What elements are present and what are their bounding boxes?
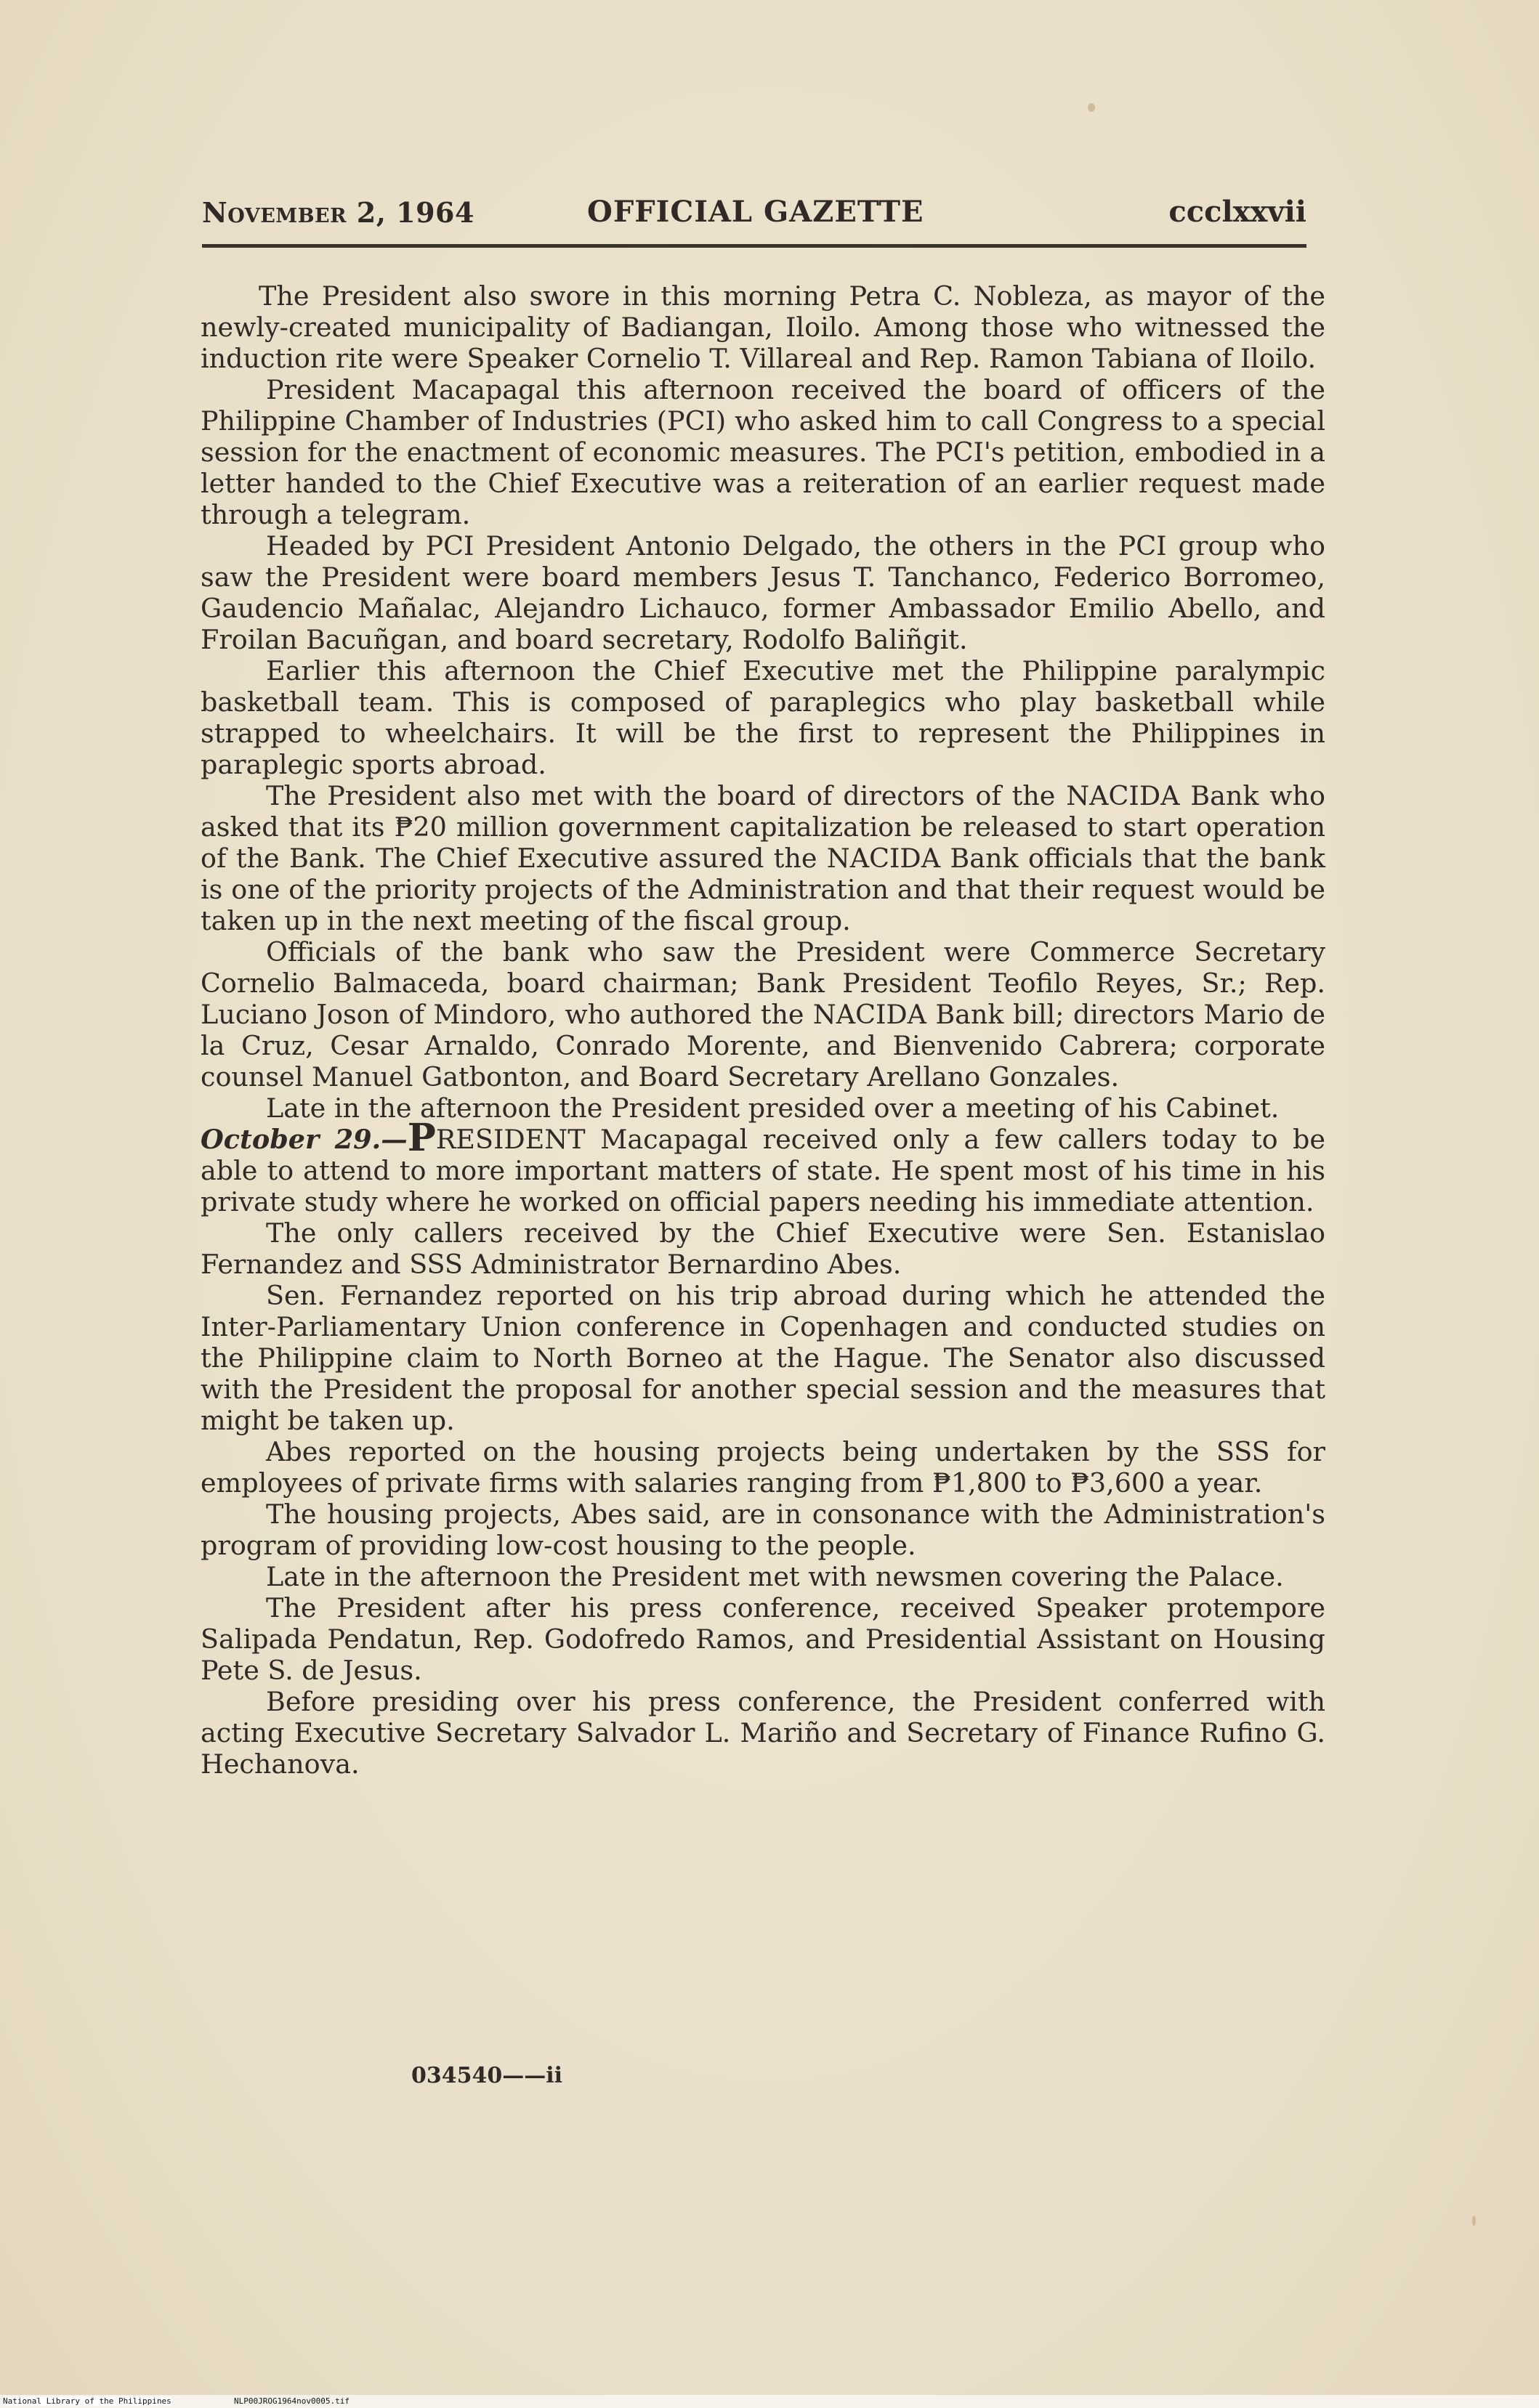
article-body [201, 280, 1325, 1780]
paragraph: The housing projects, Abes said, are in consonance with the Administration's program of providing low-cost housing to the people. [201, 1499, 1325, 1561]
paragraph: Late in the afternoon the President presided over a meeting of his Cabinet. [266, 1092, 1280, 1124]
paper-speck [1088, 103, 1095, 112]
paragraph: Officials of the bank who saw the President were Commerce Secretary Cornelio Balmaceda, board chairman; Bank President Teofilo Reyes, Sr.; Rep. Luciano Joson of Mindoro, who authored the NACIDA Bank bill; directors Mario de la Cruz, Cesar Arnaldo, Conrado Morente, and Bienvenido Cabrera; corporate counsel Manuel Gatbonton, and Board Secretary Arellano Gonzales. [201, 936, 1325, 1092]
paragraph: The President also swore in this morning Petra C. Nobleza, as mayor of the newly-created municipality of Badiangan, Iloilo. Among those who witnessed the induction rite were Speaker Cornelio T. Villareal and Rep. Ramon Tabiana of Iloilo. [201, 280, 1325, 374]
paragraph: The President also met with the board of directors of the NACIDA Bank who asked that its ₱20 million government capitalization be released to start operation of the Bank. The Chief Executive assured the NACIDA Bank officials that the bank is one of the priority projects of the Administration and that their request would be taken up in the next meeting of the fiscal group. [201, 780, 1325, 936]
dateline-paragraph [201, 1116, 1325, 1217]
paragraph: Headed by PCI President Antonio Delgado, the others in the PCI group who saw the President were board members Jesus T. Tanchanco, Federico Borromeo, Gaudencio Mañalac, Alejandro Lichauco, former Ambassador Emilio Abello, and Froilan Bacuñgan, and board secretary, Rodolfo Baliñgit. [201, 530, 1325, 655]
paragraph: Before presiding over his press conference, the President conferred with acting Executive Secretary Salvador L. Mariño and Secretary of Finance Rufino G. Hechanova. [201, 1686, 1325, 1780]
footer-filename: NLP00JROG1964nov0005.tif [234, 2396, 350, 2406]
paragraph: Late in the afternoon the President met with newsmen covering the Palace. [266, 1561, 1284, 1592]
drop-cap: P [407, 1116, 436, 1160]
header-title: OFFICIAL GAZETTE [587, 195, 924, 229]
print-signature: 034540——ii [411, 2063, 563, 2088]
dateline-text: RESIDENT Macapagal received only a few callers today to be able to attend to more important matters of state. He spent most of his time in his private study where he worked on official papers needing his immediate attention. [201, 1124, 1325, 1217]
paragraph: The only callers received by the Chief Executive were Sen. Estanislao Fernandez and SSS Administrator Bernardino Abes. [201, 1217, 1325, 1280]
scan-footer-strip [0, 2395, 1539, 2408]
header-page-number: ccclxxvii [1168, 195, 1306, 229]
page-header [202, 190, 1306, 234]
paragraph: Earlier this afternoon the Chief Executive met the Philippine paralympic basketball team. This is composed of paraplegics who play basketball while strapped to wheelchairs. It will be the first to represent the Philippines in paraplegic sports abroad. [201, 655, 1325, 780]
paragraph: Sen. Fernandez reported on his trip abroad during which he attended the Inter-Parliamentary Union conference in Copenhagen and conducted studies on the Philippine claim to North Borneo at the Hague. The Senator also discussed with the President the proposal for another special session and the measures that might be taken up. [201, 1280, 1325, 1436]
header-rule [202, 244, 1306, 248]
paper-speck [1472, 2216, 1476, 2226]
paragraph: President Macapagal this afternoon received the board of officers of the Philippine Chamber of Industries (PCI) who asked him to call Congress to a special session for the enactment of economic measures. The PCI's petition, embodied in a letter handed to the Chief Executive was a reiteration of an earlier request made through a telegram. [201, 374, 1325, 530]
footer-credit: National Library of the Philippines [3, 2396, 171, 2406]
paragraph: The President after his press conference, received Speaker protempore Salipada Pendatun, Rep. Godofredo Ramos, and Presidential Assistant on Housing Pete S. de Jesus. [201, 1592, 1325, 1686]
dateline-label: October 29.— [201, 1124, 408, 1155]
paragraph: Abes reported on the housing projects being undertaken by the SSS for employees of private firms with salaries ranging from ₱1,800 to ₱3,600 a year. [201, 1436, 1325, 1499]
header-date: November 2, 1964 [202, 196, 474, 229]
